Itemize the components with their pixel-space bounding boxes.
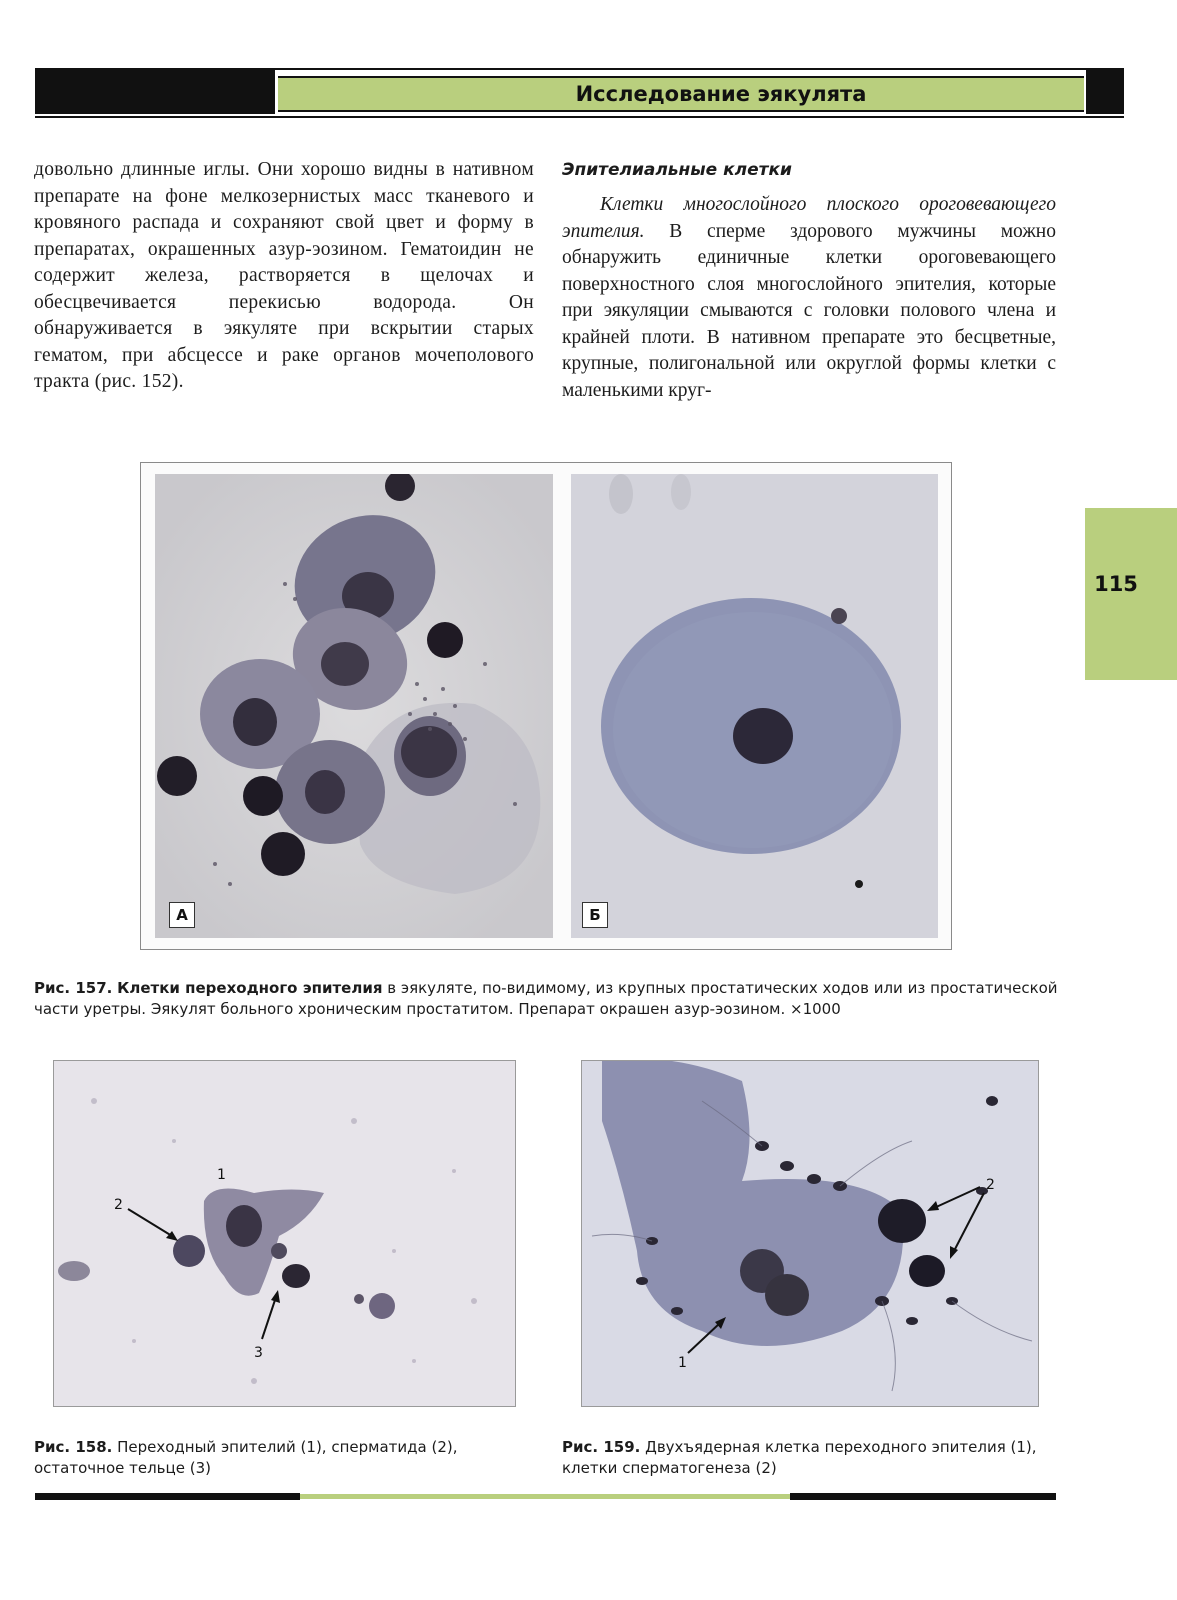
figure-159-caption-text: Двухъядерная клетка переходного эпителия (1), клетки сперматогенеза (2) — [562, 1438, 1037, 1477]
panel-label-b: Б — [582, 902, 608, 928]
micrograph-157a — [155, 474, 553, 938]
page-number: 115 — [1094, 572, 1138, 596]
figure-158-label-3: 3 — [254, 1345, 263, 1361]
figure-158-caption-text: Переходный эпителий (1), сперматида (2), остаточное тельце (3) — [34, 1438, 458, 1477]
running-header-title: Исследование эякулята — [575, 82, 867, 106]
micrograph-157b — [571, 474, 938, 938]
left-paragraph: довольно длинные иглы. Они хорошо видны в нативном препарате на фоне мелкозернистых масс тканевого и кровяного распада и сохраняют свой цвет и форму в препаратах, окрашенных азур-эозином. Гематоидин не содержит железа, растворяется в щелочах и обесцвечивается перекисью водорода. Он обнаруживается в эякуляте при вскрытии старых гематом, при абсцессе и раке органов мочеполового тракта (рис. 152). — [34, 159, 534, 392]
micrograph-159-image — [582, 1061, 1039, 1407]
figure-157-caption — [34, 978, 1064, 1020]
figure-158-label-1: 1 — [217, 1167, 226, 1183]
micrograph-157a-image — [155, 474, 553, 938]
figure-159-caption — [562, 1437, 1062, 1479]
micrograph-159 — [581, 1060, 1039, 1407]
micrograph-157b-image — [571, 474, 938, 938]
figure-158-caption — [34, 1437, 534, 1479]
header-black-block-left — [35, 70, 275, 114]
footer-black-block-left — [35, 1493, 300, 1500]
right-paragraph — [562, 192, 1056, 404]
figure-157-number: Рис. 157. — [34, 979, 113, 997]
figure-157-caption-text: в эякуляте, по-видимому, из крупных простатических ходов или из простатической части уретры. Эякулят больного хроническим простатитом. Препарат окрашен азур-эозином. ×1000 — [34, 979, 1058, 1018]
micrograph-158 — [53, 1060, 516, 1407]
figure-157-title: Клетки переходного эпителия — [117, 979, 383, 997]
header-black-block-right — [1086, 70, 1124, 114]
figure-159-label-2: 2 — [986, 1177, 995, 1193]
micrograph-158-image — [54, 1061, 516, 1407]
panel-label-a: А — [169, 902, 195, 928]
figure-158-label-2: 2 — [114, 1197, 123, 1213]
figure-158-number: Рис. 158. — [34, 1438, 113, 1456]
paragraph-lead-italic: Клетки многослойного плоского ороговевающего эпителия. — [562, 194, 1056, 242]
paragraph-body: В сперме здорового мужчины можно обнаружить единичные клетки ороговевающего поверхностного слоя многослойного эпителия, которые при эякуляции смываются с головки полового члена и крайней плоти. В нативном препарате это бесцветные, крупные, полигональной или округлой формы клетки с маленькими круг- — [562, 220, 1056, 401]
footer-green-band — [300, 1494, 790, 1499]
figure-159-label-1: 1 — [678, 1355, 687, 1371]
header-rule-bottom — [35, 116, 1124, 118]
left-text-column — [34, 157, 534, 396]
section-heading: Эпителиальные клетки — [562, 160, 792, 180]
right-text-column — [562, 157, 1056, 404]
figure-159-number: Рис. 159. — [562, 1438, 641, 1456]
footer-black-block-right — [790, 1493, 1056, 1500]
